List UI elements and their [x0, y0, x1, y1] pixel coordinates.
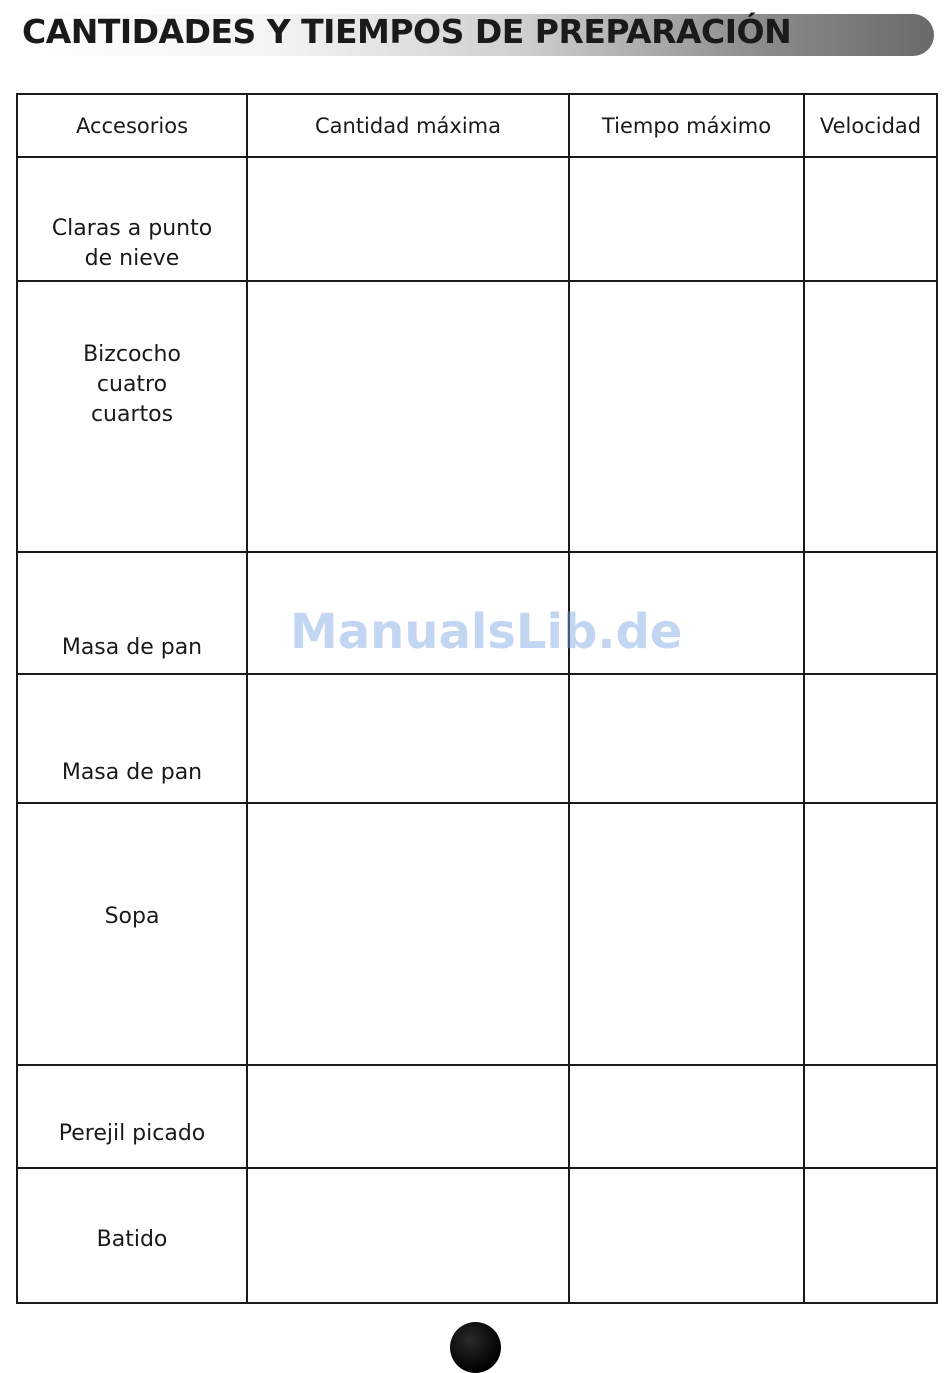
velocidad-cell [804, 674, 937, 803]
table-row [17, 803, 937, 1065]
accessory-label-line: Masa de pan [61, 760, 203, 785]
accessory-label-line: Claras a punto [51, 216, 213, 241]
tiempo-cell [569, 281, 804, 552]
cantidad-cell [247, 1065, 569, 1168]
accessory-label-line: Masa de pan [61, 635, 203, 660]
accessory-label-line: de nieve [84, 246, 180, 271]
table-row [17, 1168, 937, 1303]
accessory-cell [17, 157, 247, 281]
header-accesorios: Accesorios [17, 94, 247, 157]
accessory-label-line: Sopa [104, 904, 160, 929]
cantidad-cell [247, 157, 569, 281]
velocidad-cell [804, 281, 937, 552]
table-row [17, 157, 937, 281]
table-row [17, 281, 937, 552]
accessory-cell [17, 803, 247, 1065]
table-row [17, 674, 937, 803]
cantidad-cell [247, 1168, 569, 1303]
tiempo-cell [569, 1168, 804, 1303]
cantidad-cell [247, 674, 569, 803]
accessory-cell [17, 281, 247, 552]
page-marker-dot [450, 1322, 501, 1373]
tiempo-cell [569, 803, 804, 1065]
tiempo-cell [569, 1065, 804, 1168]
accessory-cell [17, 1168, 247, 1303]
accessory-cell [17, 1065, 247, 1168]
cantidad-cell [247, 803, 569, 1065]
watermark: ManualsLib.de [290, 604, 683, 660]
header-cantidad-maxima: Cantidad máxima [247, 94, 569, 157]
accessory-label-line: cuartos [90, 401, 174, 427]
header-tiempo-maximo: Tiempo máximo [569, 94, 804, 157]
velocidad-cell [804, 1168, 937, 1303]
velocidad-cell [804, 803, 937, 1065]
page-title: CANTIDADES Y TIEMPOS DE PREPARACIÓN [22, 12, 792, 51]
accessory-label-line: cuatro [96, 371, 168, 397]
accessory-label-line: Batido [96, 1226, 168, 1252]
tiempo-cell [569, 157, 804, 281]
preparation-table [16, 93, 938, 1304]
table-row [17, 1065, 937, 1168]
accessory-label-line: Perejil picado [58, 1121, 206, 1146]
table-header-row [17, 94, 937, 157]
velocidad-cell [804, 157, 937, 281]
velocidad-cell [804, 1065, 937, 1168]
accessory-cell [17, 674, 247, 803]
header-velocidad: Velocidad [804, 94, 937, 157]
tiempo-cell [569, 674, 804, 803]
cantidad-cell [247, 281, 569, 552]
accessory-cell [17, 552, 247, 674]
accessory-label-line: Bizcocho [83, 341, 181, 367]
velocidad-cell [804, 552, 937, 674]
